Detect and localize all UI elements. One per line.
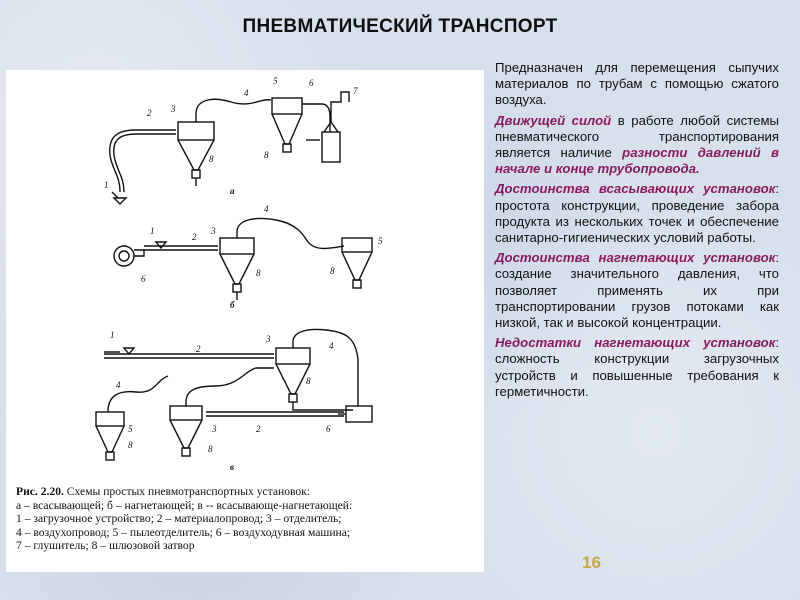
label-a-8b: 8 — [264, 150, 269, 160]
label-v-5: 5 — [128, 424, 133, 434]
air-pipe-b — [237, 219, 344, 249]
scheme-a — [104, 76, 358, 204]
label-scheme-v: в — [230, 462, 235, 472]
description-column — [495, 60, 779, 404]
caption-line-5: 7 – глушитель; 8 – шлюзовой затвор — [16, 539, 195, 553]
label-a-1: 1 — [104, 180, 109, 190]
label-b-3: 3 — [211, 226, 216, 236]
label-a-2: 2 — [147, 108, 152, 118]
label-b-6: 6 — [141, 274, 146, 284]
caption-line-2: а – всасывающей; б – нагнетающей; в -- всасывающе-нагнетающей: — [16, 498, 353, 512]
text-pressure-advantages: : создание значительного давления, что позволяет применять их при транспортировании грузов потоками как низкой, так и высокой концентрации. — [495, 250, 779, 331]
text-driving-force: в работе любой системы пневматического транспортирования является наличие — [495, 112, 779, 161]
air-pipe-v-upper — [293, 330, 358, 407]
label-scheme-a: а — [230, 186, 235, 196]
label-v-8c: 8 — [208, 444, 213, 454]
label-v-4b: 4 — [116, 380, 121, 390]
loading-device-v — [124, 348, 134, 354]
blower-v — [346, 406, 372, 422]
label-v-2: 2 — [196, 344, 201, 354]
figure-caption — [16, 485, 478, 553]
caption-line-4: 4 – воздухопровод; 5 – пылеотделитель; 6 – воздуходувная машина; — [16, 525, 351, 539]
dust-separator-v — [96, 412, 124, 426]
air-pipe-v-lower — [186, 368, 274, 406]
highlight-pressure-advantages: Достоинства нагнетающих установок — [495, 250, 776, 266]
label-b-8b: 8 — [330, 266, 335, 276]
dust-separator-b — [342, 238, 372, 252]
label-v-6: 6 — [326, 424, 331, 434]
label-v-3: 3 — [266, 334, 271, 344]
label-scheme-b: б — [230, 300, 235, 310]
label-b-8: 8 — [256, 268, 261, 278]
highlight-pressure-drawbacks: Недостатки нагнетающих установок — [495, 335, 776, 351]
caption-line-3: 1 – загрузочное устройство; 2 – материалопровод; 3 – отделитель; — [16, 512, 342, 526]
blower-a — [322, 132, 340, 162]
paragraph-pressure-advantages — [495, 250, 779, 331]
label-b-5: 5 — [378, 236, 383, 246]
caption-line-1: Схемы простых пневмотранспортных установок: — [63, 485, 311, 498]
text-suction-advantages: : простота конструкции, проведение забора продукта из нескольких точек и обеспечение санитарно-гигиенических условий работы. — [495, 181, 779, 246]
label-a-5: 5 — [273, 76, 278, 86]
slide-title: ПНЕВМАТИЧЕСКИЙ ТРАНСПОРТ — [242, 16, 558, 37]
label-v-8b: 8 — [128, 440, 133, 450]
paragraph-pressure-drawbacks — [495, 335, 779, 400]
label-a-7: 7 — [353, 86, 358, 96]
paragraph-purpose: Предназначен для перемещения сыпучих материалов по трубам с помощью сжатого воздуха. — [495, 60, 779, 108]
highlight-pressure-difference: разности давлений в начале и конце трубопровода. — [495, 145, 779, 177]
highlight-driving-force: Движущей силой — [495, 112, 612, 128]
label-a-3: 3 — [171, 104, 176, 114]
label-v-1: 1 — [110, 330, 115, 340]
label-v-4: 4 — [329, 341, 334, 351]
caption-title: Рис. 2.20. — [16, 485, 64, 498]
label-b-2: 2 — [192, 232, 197, 242]
air-pipe-a — [196, 99, 271, 122]
separator-a — [178, 122, 214, 140]
label-b-1: 1 — [150, 226, 155, 236]
label-b-4: 4 — [264, 204, 269, 214]
material-pipe-a — [110, 130, 176, 192]
label-v-8: 8 — [306, 376, 311, 386]
label-v-2b: 2 — [256, 424, 261, 434]
label-a-8: 8 — [209, 154, 214, 164]
separator-v-lower — [170, 406, 202, 420]
blower-b — [114, 246, 134, 266]
scheme-v — [96, 330, 372, 473]
silencer-a — [331, 92, 349, 122]
separator-b — [220, 238, 254, 254]
dust-separator-a — [272, 98, 302, 114]
label-a-6: 6 — [309, 78, 314, 88]
page-number: 16 — [582, 553, 601, 572]
label-v-3b: 3 — [212, 424, 217, 434]
label-a-4: 4 — [244, 88, 249, 98]
highlight-suction-advantages: Достоинства всасывающих установок — [495, 181, 776, 197]
loading-device-a — [114, 198, 126, 204]
text-pressure-drawbacks: : сложность конструкции загрузочных устройств и повышенные требования к герметичности. — [495, 335, 779, 399]
scheme-b — [114, 204, 383, 310]
figure-pneumatic-schemes — [6, 70, 484, 572]
paragraph-suction-advantages — [495, 181, 779, 246]
separator-v-upper — [276, 348, 310, 364]
paragraph-driving-force — [495, 113, 779, 178]
